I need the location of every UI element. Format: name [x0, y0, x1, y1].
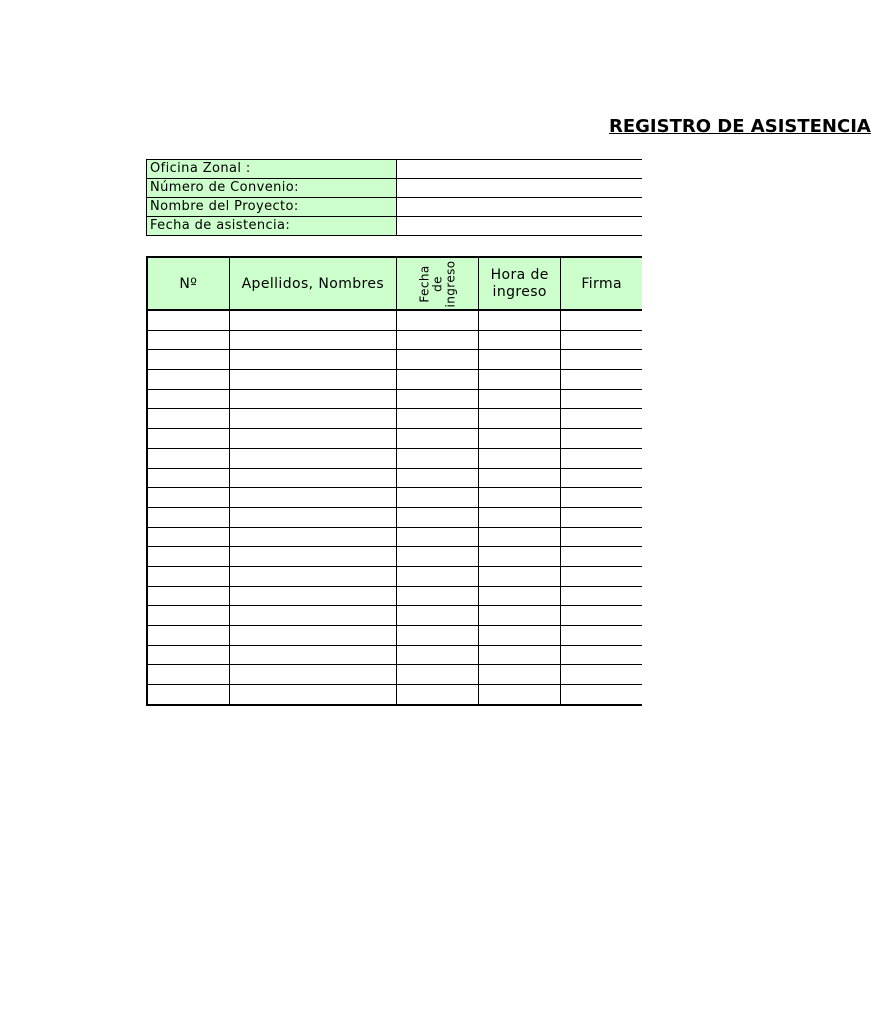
time-cell[interactable]	[479, 330, 561, 350]
table-row	[147, 606, 642, 626]
date-cell[interactable]	[396, 370, 478, 390]
time-cell[interactable]	[479, 448, 561, 468]
table-row	[147, 665, 642, 685]
time-cell[interactable]	[479, 606, 561, 626]
time-cell[interactable]	[479, 547, 561, 567]
time-cell[interactable]	[479, 665, 561, 685]
signature-cell[interactable]	[561, 645, 642, 665]
table-row	[147, 389, 642, 409]
time-cell[interactable]	[479, 507, 561, 527]
signature-cell[interactable]	[561, 448, 642, 468]
date-cell[interactable]	[396, 566, 478, 586]
time-cell[interactable]	[479, 645, 561, 665]
info-label-proyecto: Nombre del Proyecto:	[147, 198, 397, 217]
date-cell[interactable]	[396, 527, 478, 547]
signature-cell[interactable]	[561, 586, 642, 606]
header-time-line1: Hora de	[490, 266, 549, 283]
signature-cell[interactable]	[561, 547, 642, 567]
info-row-proyecto	[147, 198, 643, 217]
info-row-oficina	[147, 160, 643, 179]
names-cell[interactable]	[229, 448, 396, 468]
names-cell[interactable]	[229, 665, 396, 685]
names-cell[interactable]	[229, 586, 396, 606]
names-cell[interactable]	[229, 310, 396, 330]
num-cell[interactable]	[147, 507, 229, 527]
table-row	[147, 310, 642, 330]
table-row	[147, 685, 642, 705]
names-cell[interactable]	[229, 389, 396, 409]
date-cell[interactable]	[396, 665, 478, 685]
signature-cell[interactable]	[561, 488, 642, 508]
num-cell[interactable]	[147, 389, 229, 409]
info-value-fecha[interactable]	[397, 217, 643, 236]
time-cell[interactable]	[479, 626, 561, 646]
date-cell[interactable]	[396, 310, 478, 330]
names-cell[interactable]	[229, 488, 396, 508]
num-cell[interactable]	[147, 527, 229, 547]
signature-cell[interactable]	[561, 665, 642, 685]
header-date-line1: Fecha	[417, 264, 432, 303]
header-date	[396, 257, 478, 310]
time-cell[interactable]	[479, 370, 561, 390]
header-time-line2: ingreso	[492, 283, 547, 300]
document-title: REGISTRO DE ASISTENCIA	[609, 116, 871, 137]
num-cell[interactable]	[147, 488, 229, 508]
table-row	[147, 370, 642, 390]
date-cell[interactable]	[396, 429, 478, 449]
date-cell[interactable]	[396, 448, 478, 468]
time-cell[interactable]	[479, 429, 561, 449]
signature-cell[interactable]	[561, 350, 642, 370]
info-value-convenio[interactable]	[397, 179, 643, 198]
signature-cell[interactable]	[561, 310, 642, 330]
date-cell[interactable]	[396, 685, 478, 705]
signature-cell[interactable]	[561, 685, 642, 705]
num-cell[interactable]	[147, 370, 229, 390]
names-cell[interactable]	[229, 606, 396, 626]
date-cell[interactable]	[396, 626, 478, 646]
date-cell[interactable]	[396, 389, 478, 409]
num-cell[interactable]	[147, 448, 229, 468]
table-row	[147, 566, 642, 586]
time-cell[interactable]	[479, 409, 561, 429]
time-cell[interactable]	[479, 389, 561, 409]
header-names: Apellidos, Nombres	[229, 257, 396, 310]
table-row	[147, 330, 642, 350]
date-cell[interactable]	[396, 606, 478, 626]
signature-cell[interactable]	[561, 429, 642, 449]
time-cell[interactable]	[479, 468, 561, 488]
table-row	[147, 586, 642, 606]
table-row	[147, 527, 642, 547]
time-cell[interactable]	[479, 488, 561, 508]
header-date-line3: ingreso	[443, 259, 458, 308]
names-cell[interactable]	[229, 527, 396, 547]
signature-cell[interactable]	[561, 468, 642, 488]
info-value-proyecto[interactable]	[397, 198, 643, 217]
info-row-fecha	[147, 217, 643, 236]
attendance-table	[146, 256, 642, 706]
num-cell[interactable]	[147, 645, 229, 665]
num-cell[interactable]	[147, 586, 229, 606]
header-time	[479, 257, 561, 310]
num-cell[interactable]	[147, 429, 229, 449]
names-cell[interactable]	[229, 566, 396, 586]
num-cell[interactable]	[147, 685, 229, 705]
info-label-oficina: Oficina Zonal :	[147, 160, 397, 179]
signature-cell[interactable]	[561, 409, 642, 429]
date-cell[interactable]	[396, 645, 478, 665]
names-cell[interactable]	[229, 409, 396, 429]
header-date-line2: de	[430, 275, 445, 292]
date-cell[interactable]	[396, 507, 478, 527]
names-cell[interactable]	[229, 350, 396, 370]
date-cell[interactable]	[396, 330, 478, 350]
names-cell[interactable]	[229, 330, 396, 350]
header-signature: Firma	[561, 257, 642, 310]
info-label-fecha: Fecha de asistencia:	[147, 217, 397, 236]
signature-cell[interactable]	[561, 330, 642, 350]
num-cell[interactable]	[147, 547, 229, 567]
signature-cell[interactable]	[561, 527, 642, 547]
info-label-convenio: Número de Convenio:	[147, 179, 397, 198]
time-cell[interactable]	[479, 566, 561, 586]
time-cell[interactable]	[479, 350, 561, 370]
table-row	[147, 507, 642, 527]
signature-cell[interactable]	[561, 389, 642, 409]
num-cell[interactable]	[147, 566, 229, 586]
info-row-convenio	[147, 179, 643, 198]
num-cell[interactable]	[147, 330, 229, 350]
table-row	[147, 488, 642, 508]
signature-cell[interactable]	[561, 566, 642, 586]
time-cell[interactable]	[479, 310, 561, 330]
date-cell[interactable]	[396, 488, 478, 508]
names-cell[interactable]	[229, 468, 396, 488]
info-value-oficina[interactable]	[397, 160, 643, 179]
table-row	[147, 645, 642, 665]
info-table	[146, 159, 642, 236]
time-cell[interactable]	[479, 586, 561, 606]
date-cell[interactable]	[396, 547, 478, 567]
names-cell[interactable]	[229, 547, 396, 567]
table-row	[147, 429, 642, 449]
time-cell[interactable]	[479, 527, 561, 547]
signature-cell[interactable]	[561, 507, 642, 527]
date-cell[interactable]	[396, 468, 478, 488]
names-cell[interactable]	[229, 429, 396, 449]
date-cell[interactable]	[396, 409, 478, 429]
attendance-body	[147, 310, 642, 705]
table-row	[147, 626, 642, 646]
num-cell[interactable]	[147, 409, 229, 429]
num-cell[interactable]	[147, 310, 229, 330]
num-cell[interactable]	[147, 468, 229, 488]
table-row	[147, 448, 642, 468]
names-cell[interactable]	[229, 507, 396, 527]
num-cell[interactable]	[147, 626, 229, 646]
signature-cell[interactable]	[561, 370, 642, 390]
num-cell[interactable]	[147, 665, 229, 685]
num-cell[interactable]	[147, 606, 229, 626]
names-cell[interactable]	[229, 370, 396, 390]
attendance-header-row	[147, 257, 642, 310]
names-cell[interactable]	[229, 645, 396, 665]
signature-cell[interactable]	[561, 606, 642, 626]
num-cell[interactable]	[147, 350, 229, 370]
names-cell[interactable]	[229, 626, 396, 646]
table-row	[147, 409, 642, 429]
table-row	[147, 547, 642, 567]
date-cell[interactable]	[396, 586, 478, 606]
table-row	[147, 350, 642, 370]
time-cell[interactable]	[479, 685, 561, 705]
header-num: Nº	[147, 257, 229, 310]
table-row	[147, 468, 642, 488]
signature-cell[interactable]	[561, 626, 642, 646]
names-cell[interactable]	[229, 685, 396, 705]
date-cell[interactable]	[396, 350, 478, 370]
